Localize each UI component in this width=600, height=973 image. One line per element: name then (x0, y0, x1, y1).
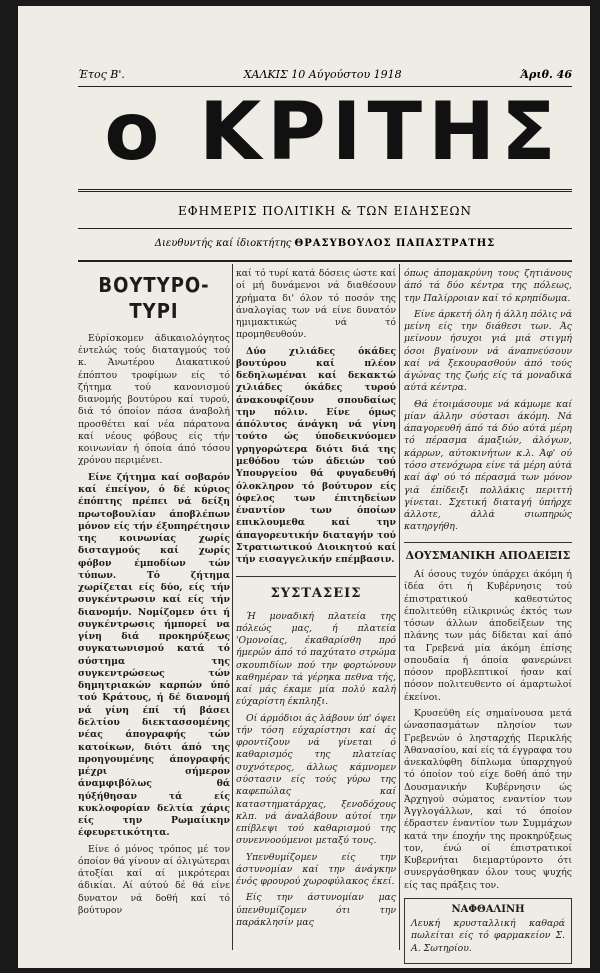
issue-number: Άριθ. 46 (520, 68, 572, 81)
article-paragraph: όπως άπομακρύνη τους ζητιάνους άπό τά δύο κέντρα της πόλεως, την Παλίρροιαν καί τό κρηπίδωμα. (404, 268, 572, 304)
masthead-subtitle: ΕΦΗΜΕΡΙΣ ΠΟΛΙΤΙΚΗ & ΤΩΝ ΕΙΔΗΣΕΩΝ (177, 204, 472, 218)
article-paragraph: Εύρίσκομεν άδικαιολόγητος έντελώς τούς διαταγμούς τού κ. Άνωτέρου Διακατικού έπόπτου τροφίμων είς τό ζήτημα τού κανονισμού διανομής βουτύρου καί τυρού, διά τό όποίον πάσα άναβολή προσθέτει καί νέα πάρατονα καί νέους φόβους είς τήν κοινωνίαν ή όποία άπό τόσου χρόνου περιμένει. (78, 332, 230, 467)
column-divider (399, 264, 400, 950)
article-paragraph: Κρυσεύθη είς σημαίνουσα μετά ώνασπασμάτων πλησίον των Γρεβενών ό λησταρχής Περικλής Άθανασίου, καί είς τά έγγραφα του άνεκαλύφθη δίπλωμα ύπαρχηγού τό όποίον τού είχε δοθή άπό την Δουσμανικήν Κυβέρνησιν ώς Άρχηγού σώματος εναντίον των Άγγλογάλλων, καί τό όποίον έδραστεν έναντίον των Συμμάχων κατά την έποχήν της προκηρύξεως τον, ένώ οί έπιστρατικοί Κυβερνήται διεμαρτύροντο ότι συνεργάσθηκαν όλον τους ψυχής είς τας πράξεις τον. (404, 708, 572, 891)
article-heading-dousmanis-proof: ΔΟΥΣΜΑΝΙΚΗ ΑΠΟΔΕΙΞΙΣ (404, 542, 572, 564)
article-paragraph: Θά έτοιμάσουμε νά κάμωμε καί μίαν άλλην σύστασι άκόμη. Νά άπαγορευθή άπό τά δύο αύτά μέρη τό πέρασμα άμαξιών, άλόγων, κάρρων, αύτοκινήτων κ.λ. Άφ' ού τόσο στενόχωρα είνε τά μέρη αύτά καί άφ' ού τό πέρασμά των μόνον γιά έπίδειξι πολλάκις περιττή γίνεται. Σχετική διαταγή ύπήρχε άλλοτε, άλλά σιωπηρώς κατηργήθη. (404, 398, 572, 533)
masthead-title: ο ΚΡΙΤΗΣ (104, 85, 562, 178)
article-paragraph: Υπενθυμίζομεν είς την άστυνομίαν καί την άνάγκην ένός φρουρού χωροφύλακος έκεί. (236, 851, 396, 888)
masthead-rule (78, 189, 572, 192)
year-label: Έτος Β'. (78, 68, 125, 81)
subtitle-rule (78, 228, 572, 229)
publisher-line (78, 238, 572, 249)
article-paragraph: Είνε ό μόνος τρόπος μέ τον όποίον θά γίνουν αί όλιγώτεραι άτοξίαι καί αί μικρότεραι άδικίαι. Αί αύτού δέ θά είνε δυνατον νά δοθή καί τό βούτυρον (78, 843, 230, 916)
column-3 (404, 268, 572, 964)
article-heading-butter-cheese: ΒΟΥΤΥΡΟ-ΤΥΡΙ (98, 273, 210, 324)
dateline-row (78, 68, 572, 81)
newspaper-page (18, 6, 590, 968)
column-1 (78, 268, 230, 921)
dateline: ΧΑΛΚΙΣ 10 Αύγούστου 1918 (243, 68, 402, 81)
article-paragraph: Δύο χιλιάδες όκάδες βουτύρου καί πλέον δεδηλωμέναι καί δεκακτώ χιλιάδες όκάδες τυρού άνακουφίζουν σπουδαίως την πόλιν. Είνε όμως άπόλυτος άνάγκη νά γίνη τούτο ώς ύποδεικνύομεν γρηγορώτερα διότι διά της μεθόδου τών άδειών τού Υπουργείου θά φυγαδευθή όλοκληρον τό βούτυρον είς όφελος των έπιτηδείων έναντίον των όποίων επικλουμεθα καί την άπαγορευτικήν διαταγήν τού Στρατιωτικού Διοικητού καί τήν εισαγγελικήν επέμβασιν. (236, 345, 396, 566)
advertisement-naphthalene (404, 898, 572, 964)
ad-title: ΝΑΦΘΑΛΙΝΗ (451, 904, 525, 915)
article-paragraph: Ή μοναδική πλατεία της πόλεώς μας, ή πλατεία 'Ομονοίας, έκαθαρίσθη πρό ήμερών άπό τό παχύτατο στρώμα σκουπιδίων πού την φορτώνουν καθημέραν τά γέρηκα πεθνα τής, καί μάς έκαμε μία πολύ καλή εύχαρίστη έκπληξι. (236, 610, 396, 708)
article-paragraph: Οί άρμόδιοι άς λάβουν ύπ' όψει τήν τόση εύχαρίστησι καί άς φροντίζουν νά γίνεται ό καθαρισμός της πλατείας συχνότερος, άλλως κάμνομεν σύστασιν είς τούς γύρω της καφεπώλας καί καταστηματάρχας, ξενοδόχους κλπ. νά άναλάβουν αύτοί την επίβλεψι τού καθαρισμού της συνεννοούμενοι μεταξύ τους. (236, 712, 396, 847)
article-heading-recommendations: ΣΥΣΤΑΣΕΙΣ (236, 576, 396, 602)
article-paragraph: Αί όσους τυχόν ύπάρχει άκόμη ή ίδέα ότι ή Κυβέρνησις τού έπιστρατικού καθεστώτος έπολιτεύθη είλικρινώς έκτός των τόσων άλλων άποδείξεων της πλάνης των μάς δίδεται καί άπό τα Γρεβενά μία άκόμη έπίσης σπουδαία ή όποία φανερώνει πόσον προβλεπτικοί ήσαν καί πόσον πολιτευθεντο οί άμαρτωλοί έκείνοι. (404, 569, 572, 703)
article-paragraph: Είνε ζήτημα καί σοβαρόν καί έπείγον, ό δέ κύριος έπόπτης πρέπει νά δείξη πρωτοβουλίαν άποβλέπων μόνον είς τήν έξυπηρέτησιν της κοινωνίας χωρίς δισταγμούς καί χωρίς φόβον έμποδίων τών τύπων. Τό ζήτημα χωρίζεται είς δύο, είς τήν συγκέντρωσιν καί είς τήν διανομήν. Νομίζομεν ότι ή συγκέντρωσις ήμπορεί να γίνη διά προκηρύξεως συγκατωνισμού κατά τό σύστημα της συγκεντρώσεως τών δημητριακών καρπών ύπό τού Κράτους, ή δέ διανομή νά γίνη έπί τή βάσει δελτίου διεκτασσομένης νέας άπογραφής τών κατοίκων, διότι άπό της προηγουμένης άπογραφής μέχρι σήμερον άναμφιβόλως θά ηύξήθησαν τά είς κυκλοφορίαν δελτία χάρις είς την Ρωμαίικην έφευρετικότητα. (78, 471, 230, 839)
article-paragraph: Είνε άρκετή όλη ή άλλη πόλις νά μείνη είς την διάθεσι των. Άς μείνουν ήσυχοι γιά μιά στιγμή όσοι βγαίνουν νά άναπνεύσουν καί νά ξεκουρασθούν άπό τούς άγώνας της ζωής είς τά μοναδικά αύτά κέντρα. (404, 308, 572, 394)
publisher-label: Διευθυντής καί ίδιοκτήτης (154, 238, 292, 249)
article-paragraph: Είς την άστυνομίαν μας ύπενθυμίζομεν ότι την παράκλησίν μας (236, 892, 396, 928)
publisher-rule (78, 260, 572, 262)
article-paragraph: καί τό τυρί κατά δόσεις ώστε καί οί μή δυνάμενοι νά διαθέσουν χρήματα δι' όλον τό ποσόν της άναλογίας των νά είνε δυνατόν ημιμακτικώς νά τό προμηθευθούν. (236, 268, 396, 341)
column-divider (232, 264, 233, 950)
column-2 (236, 268, 396, 933)
publisher-name: ΘΡΑΣΥΒΟΥΛΟΣ ΠΑΠΑΣΤΡΑΤΗΣ (294, 238, 496, 249)
ad-text: Λευκή κρυσταλλική καθαρά πωλείται είς τό φαρμακείον Σ. Α. Σωτηρίου. (411, 918, 565, 954)
